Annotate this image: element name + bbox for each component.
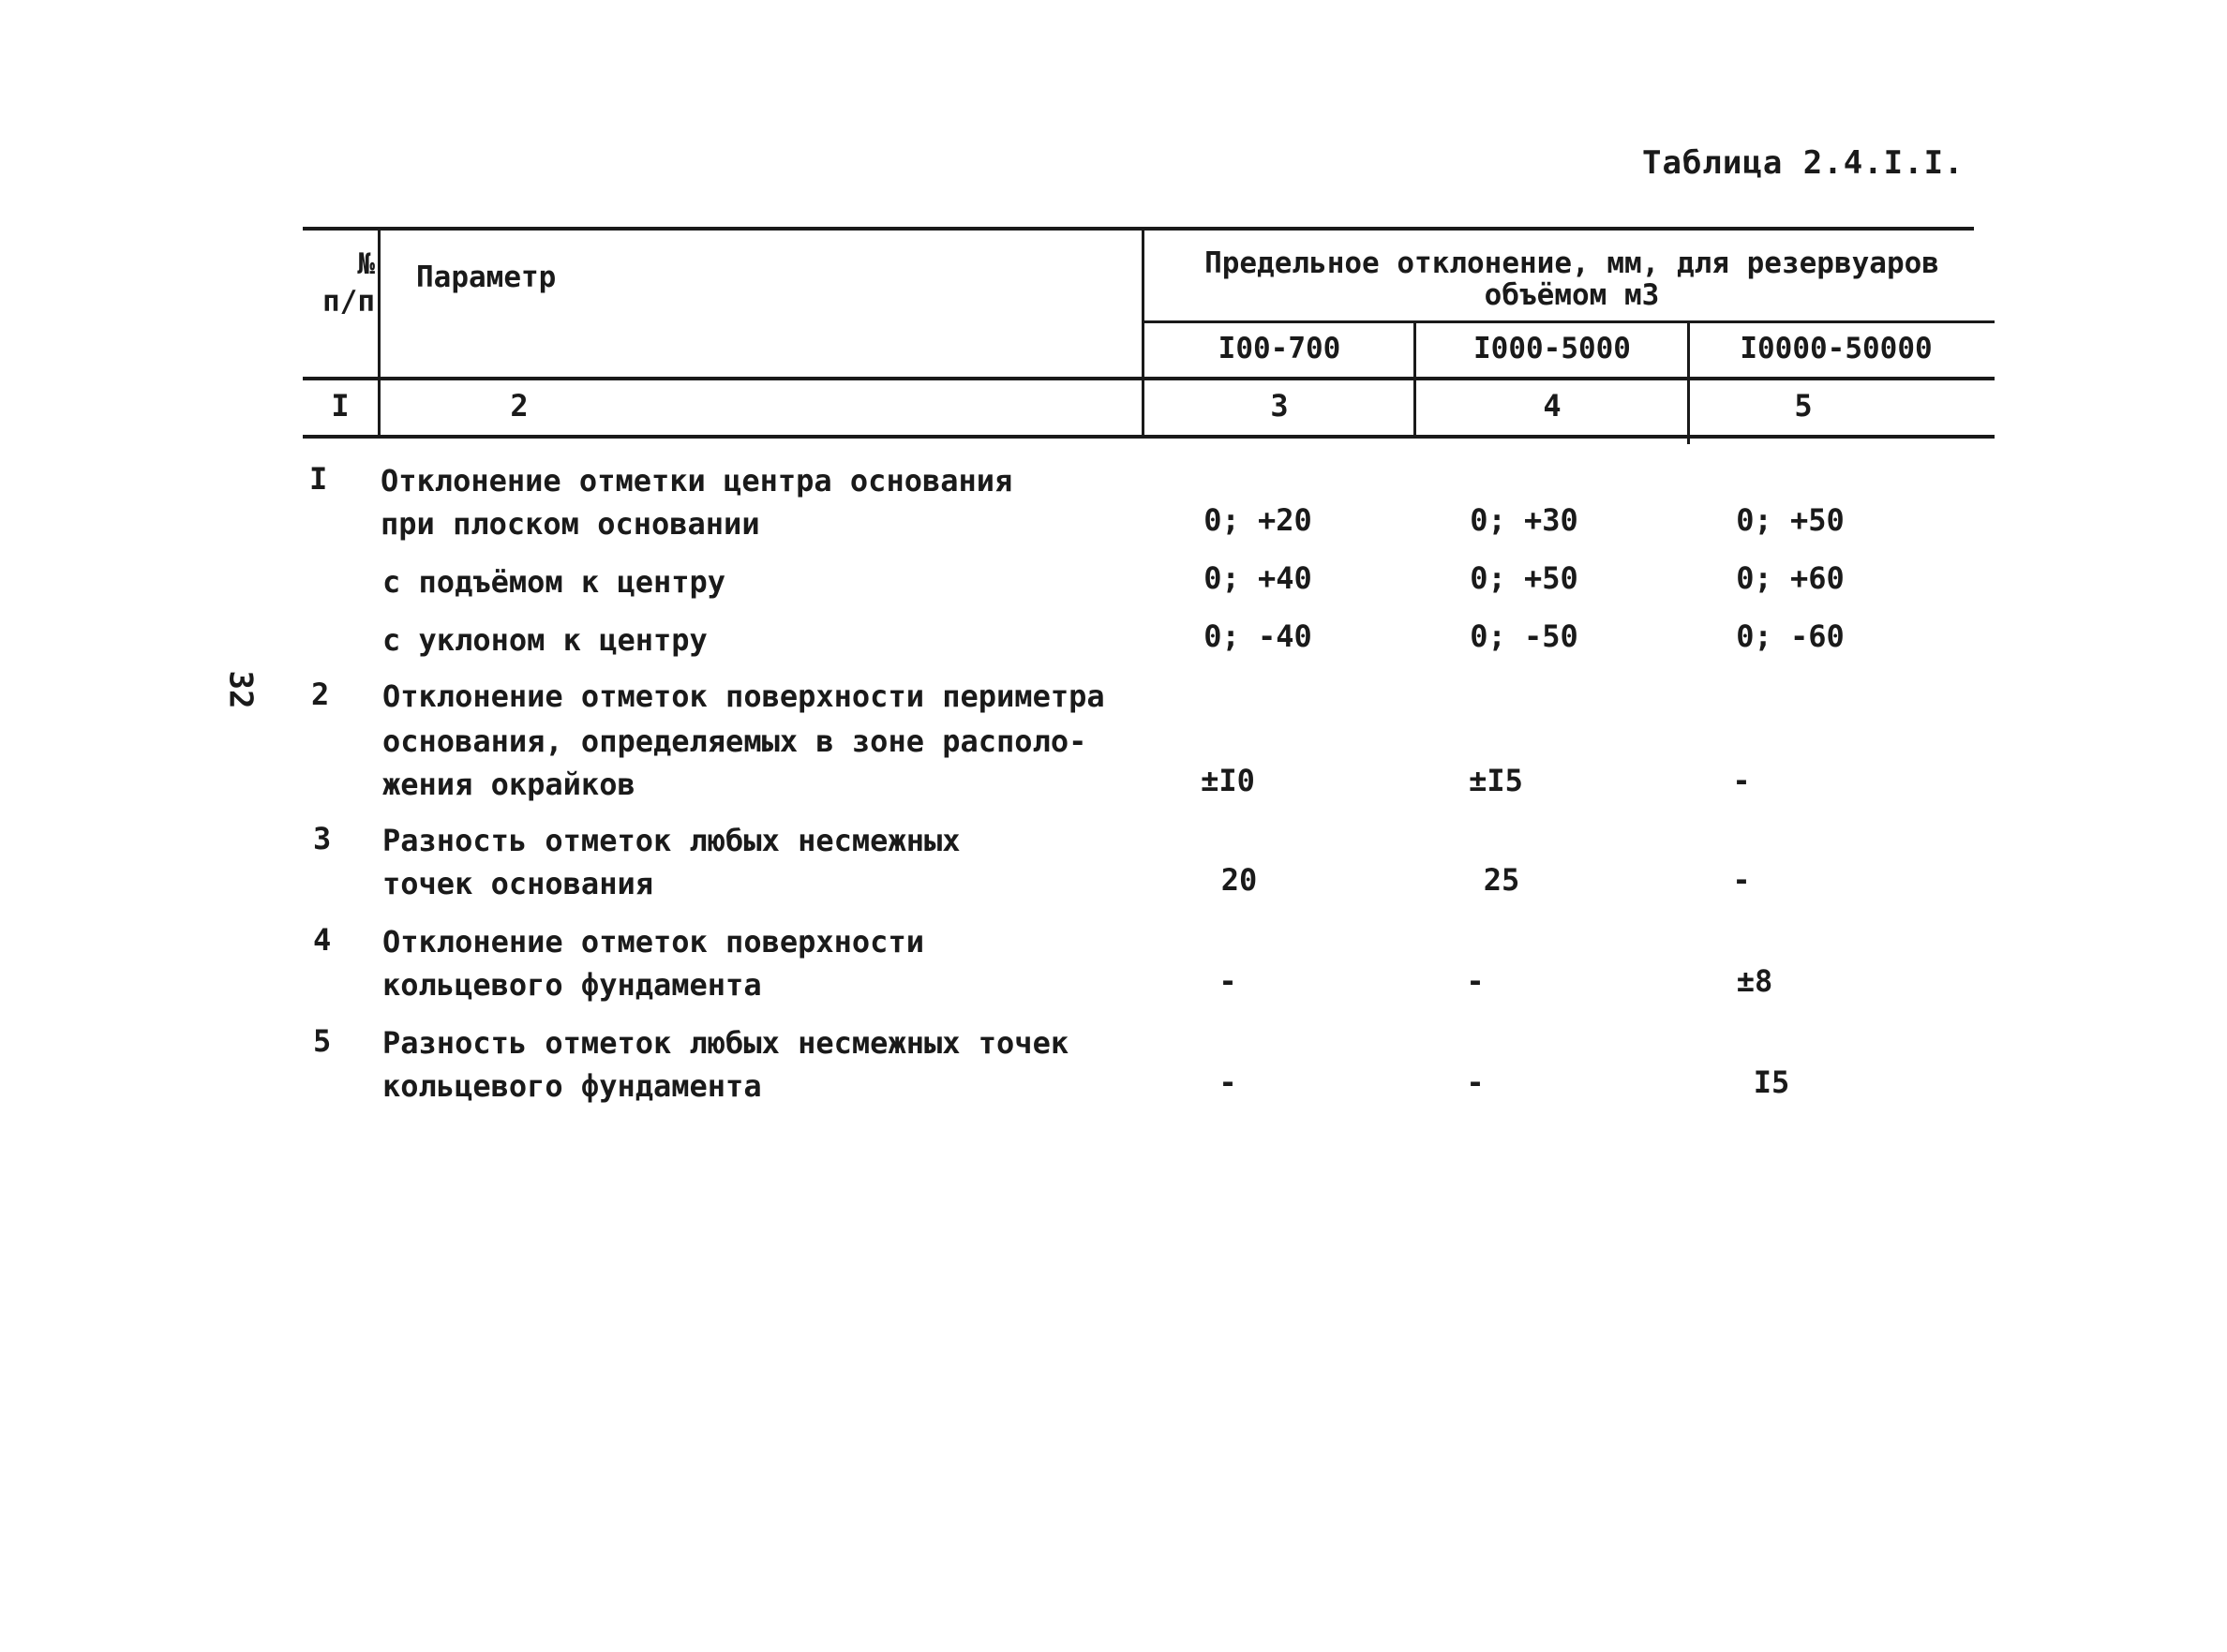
colnum-2: 2	[510, 388, 529, 424]
row-4-num: 4	[313, 922, 332, 958]
row-2-param-line-1: Отклонение отметок поверхности периметра	[382, 678, 1105, 714]
row-4-param-line-2: кольцевого фундамента	[382, 967, 762, 1003]
row-2-value-3: -	[1732, 763, 1751, 798]
row-1-num: I	[309, 461, 328, 497]
row-2-value-1: ±I0	[1201, 763, 1255, 798]
header-volume-2: I000-5000	[1473, 332, 1631, 365]
colnum-3: 3	[1270, 388, 1289, 424]
row-1a-value-3: 0; +60	[1736, 560, 1845, 596]
row-2-param-line-3: жения окрайков	[382, 766, 635, 802]
row-5-num: 5	[313, 1023, 332, 1059]
row-2-num: 2	[311, 677, 330, 712]
row-1-value-3: 0; +50	[1736, 502, 1845, 538]
row-5-value-2: -	[1466, 1064, 1485, 1100]
table-top-rule	[303, 227, 1974, 231]
row-5-value-1: -	[1218, 1064, 1237, 1100]
colnum-5: 5	[1794, 388, 1813, 424]
row-3-param-line-1: Разность отметок любых несмежных	[382, 823, 961, 858]
row-3-value-3: -	[1732, 862, 1751, 898]
colnum-bottom-rule	[303, 435, 1995, 439]
header-volume-3: I0000-50000	[1740, 332, 1933, 365]
row-5-param-line-2: кольцевого фундамента	[382, 1068, 762, 1104]
row-1b-value-3: 0; -60	[1736, 618, 1845, 654]
row-5-value-3: I5	[1753, 1064, 1790, 1100]
row-2-value-2: ±I5	[1469, 763, 1523, 798]
row-1-param-line-1: Отклонение отметки центра основания	[381, 463, 1013, 499]
row-1a-value-2: 0; +50	[1470, 560, 1578, 596]
header-parameter: Параметр	[416, 260, 557, 294]
row-2-param-line-2: основания, определяемых в зоне располо-	[382, 723, 1087, 759]
row-3-num: 3	[313, 821, 332, 856]
row-1b-value-1: 0; -40	[1203, 618, 1312, 654]
row-4-param-line-1: Отклонение отметок поверхности	[382, 924, 924, 960]
col-divider-2	[1142, 227, 1144, 437]
volume-header-rule	[1142, 320, 1995, 323]
row-4-value-3: ±8	[1736, 963, 1773, 999]
row-1a-value-1: 0; +40	[1203, 560, 1312, 596]
row-1-param-line-2: при плоском основании	[381, 506, 760, 542]
row-4-value-1: -	[1218, 963, 1237, 999]
header-deviation-group: Предельное отклонение, мм, для резервуаров объёмом м3	[1204, 246, 1939, 312]
row-1a-param: с подъёмом к центру	[382, 564, 726, 600]
row-3-value-2: 25	[1483, 862, 1520, 898]
colnum-1: I	[331, 388, 350, 424]
row-4-value-2: -	[1466, 963, 1485, 999]
row-1-value-2: 0; +30	[1470, 502, 1578, 538]
header-num: № п/п	[322, 247, 375, 319]
colnum-4: 4	[1543, 388, 1562, 424]
row-1b-param: с уклоном к центру	[382, 622, 708, 658]
row-1b-value-2: 0; -50	[1470, 618, 1578, 654]
header-bottom-rule	[303, 377, 1995, 380]
col-divider-4	[1687, 322, 1690, 444]
table-caption: Таблица 2.4.I.I.	[1642, 144, 1965, 182]
header-volume-1: I00-700	[1218, 332, 1341, 365]
row-1-value-1: 0; +20	[1203, 502, 1312, 538]
page-number: 32	[221, 670, 260, 709]
row-3-param-line-2: точек основания	[382, 866, 653, 901]
row-5-param-line-1: Разность отметок любых несмежных точек	[382, 1025, 1069, 1061]
row-3-value-1: 20	[1220, 862, 1258, 898]
col-divider-3	[1413, 322, 1416, 437]
